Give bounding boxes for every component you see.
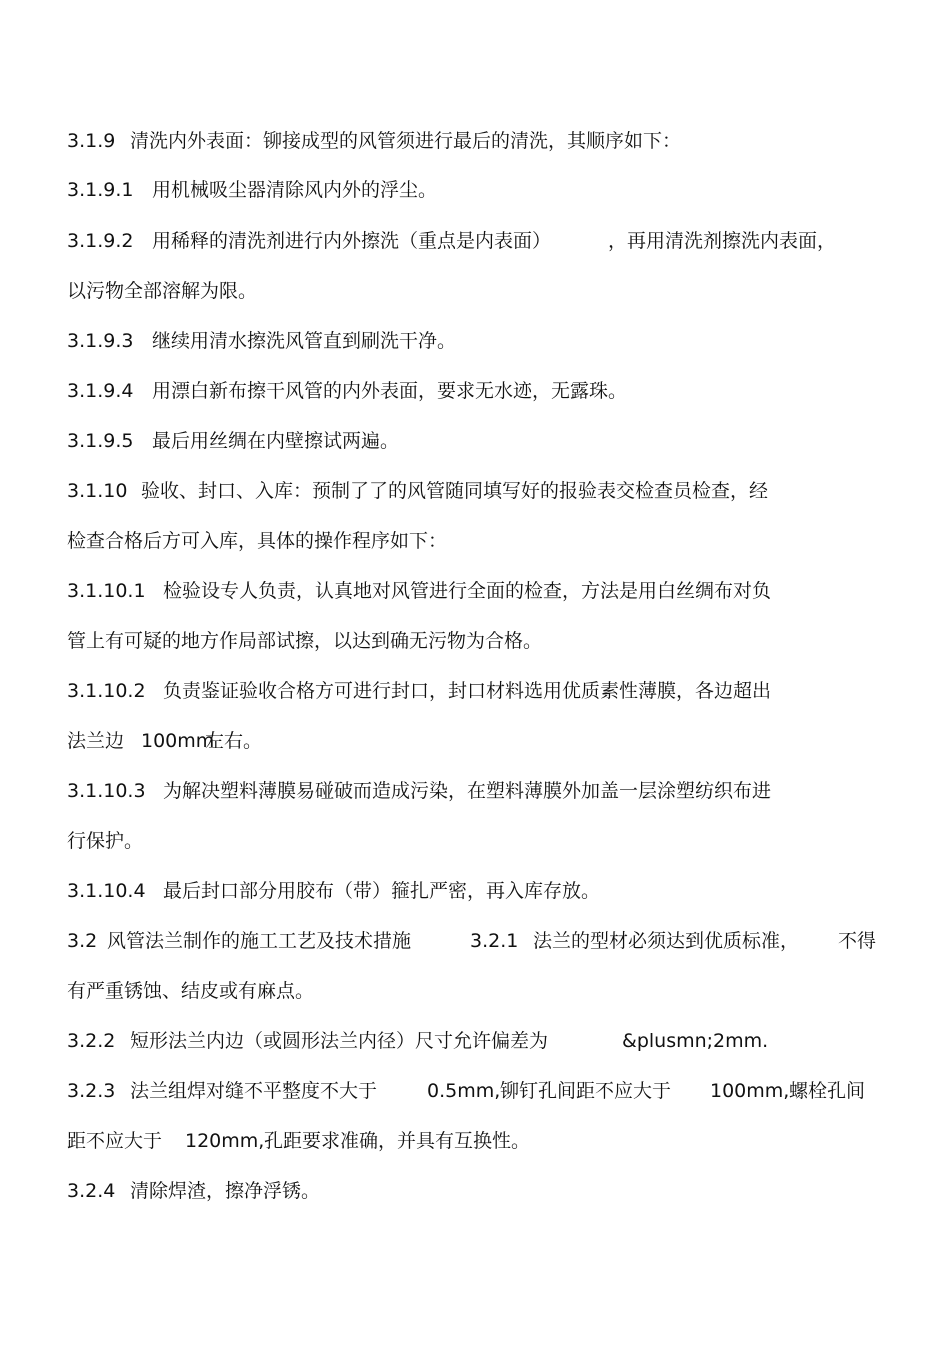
line-text: 行保护。 — [67, 830, 144, 852]
paragraph-line — [0, 875, 950, 907]
paragraph-line — [0, 1175, 950, 1207]
paragraph-line — [0, 425, 950, 457]
paragraph-line — [0, 575, 950, 607]
paragraph-line — [0, 225, 950, 257]
line-text: 清除焊渣，擦净浮锈。 — [130, 1180, 321, 1202]
section-number: 3.1.10.2 — [67, 680, 146, 702]
line-text: 用漂白新布擦干风管的内外表面，要求无水迹，无露珠。 — [152, 380, 628, 402]
line-text: 验收、封口、入库：预制了了的风管随同填写好的报验表交检查员检查，经 — [141, 480, 769, 502]
section-number: 3.1.10.1 — [67, 580, 146, 602]
measurement-value: 100mm — [141, 730, 215, 752]
paragraph-line — [0, 375, 950, 407]
paragraph-line — [0, 925, 950, 957]
line-text: 孔距要求准确，并具有互换性。 — [264, 1130, 531, 1152]
line-text: 法兰组焊对缝不平整度不大于 — [130, 1080, 378, 1102]
line-text: 有严重锈蚀、结皮或有麻点。 — [67, 980, 315, 1002]
section-number: 3.1.10 — [67, 480, 128, 502]
paragraph-line — [0, 975, 950, 1007]
section-number: 3.2.2 — [67, 1030, 116, 1052]
line-text: 为解决塑料薄膜易碰破而造成污染，在塑料薄膜外加盖一层涂塑纺织布进 — [163, 780, 772, 802]
paragraph-line — [0, 825, 950, 857]
section-number: 3.2.1 — [470, 930, 519, 952]
line-text: 短形法兰内边（或圆形法兰内径）尺寸允许偏差为 — [130, 1030, 549, 1052]
measurement-value: 120mm, — [185, 1130, 265, 1152]
line-text: 螺栓孔间 — [789, 1080, 866, 1102]
paragraph-line — [0, 174, 950, 206]
paragraph-line — [0, 275, 950, 307]
paragraph-line — [0, 775, 950, 807]
line-text: 负责鉴证验收合格方可进行封口，封口材料选用优质素性薄膜，各边超出 — [163, 680, 772, 702]
line-text: 清洗内外表面：铆接成型的风管须进行最后的清洗，其顺序如下： — [130, 130, 682, 152]
paragraph-line — [0, 325, 950, 357]
line-text: 法兰的型材必须达到优质标准， — [533, 930, 800, 952]
paragraph-line — [0, 1075, 950, 1107]
measurement-value: &plusmn;2mm. — [622, 1030, 769, 1052]
section-number: 3.1.9.4 — [67, 380, 134, 402]
section-number: 3.1.9.3 — [67, 330, 134, 352]
section-number: 3.1.9.5 — [67, 430, 134, 452]
line-text: 继续用清水擦洗风管直到刷洗干净。 — [152, 330, 457, 352]
line-text: 用稀释的清洗剂进行内外擦洗（重点是内表面） — [152, 230, 552, 252]
section-number: 3.1.9.1 — [67, 179, 134, 201]
paragraph-line — [0, 1125, 950, 1157]
section-number: 3.1.9 — [67, 130, 116, 152]
measurement-value: 0.5mm, — [427, 1080, 501, 1102]
line-text: 法兰边 — [67, 730, 125, 752]
paragraph-line — [0, 125, 950, 157]
line-text: 检查合格后方可入库，具体的操作程序如下： — [67, 530, 448, 552]
line-text: 以污物全部溶解为限。 — [67, 280, 258, 302]
section-number: 3.1.9.2 — [67, 230, 134, 252]
paragraph-line — [0, 625, 950, 657]
paragraph-line — [0, 1025, 950, 1057]
line-text: 左右。 — [205, 730, 263, 752]
line-text: 不得 — [838, 930, 877, 952]
section-number: 3.2.4 — [67, 1180, 116, 1202]
section-number: 3.1.10.4 — [67, 880, 146, 902]
section-number: 3.2 — [67, 930, 98, 952]
section-number: 3.2.3 — [67, 1080, 116, 1102]
line-text: ，再用清洗剂擦洗内表面， — [608, 230, 837, 252]
line-text: 最后用丝绸在内壁擦试两遍。 — [152, 430, 400, 452]
paragraph-line — [0, 725, 950, 757]
line-text: 管上有可疑的地方作局部试擦，以达到确无污物为合格。 — [67, 630, 543, 652]
section-heading: 风管法兰制作的施工工艺及技术措施 — [107, 930, 412, 952]
paragraph-line — [0, 525, 950, 557]
section-number: 3.1.10.3 — [67, 780, 146, 802]
line-text: 铆钉孔间距不应大于 — [500, 1080, 672, 1102]
line-text: 用机械吸尘器清除风内外的浮尘。 — [152, 179, 438, 201]
paragraph-line — [0, 675, 950, 707]
measurement-value: 100mm, — [710, 1080, 790, 1102]
line-text: 最后封口部分用胶布（带）箍扎严密，再入库存放。 — [163, 880, 601, 902]
line-text: 距不应大于 — [67, 1130, 163, 1152]
paragraph-line — [0, 475, 950, 507]
line-text: 检验设专人负责，认真地对风管进行全面的检查，方法是用白丝绸布对负 — [163, 580, 772, 602]
